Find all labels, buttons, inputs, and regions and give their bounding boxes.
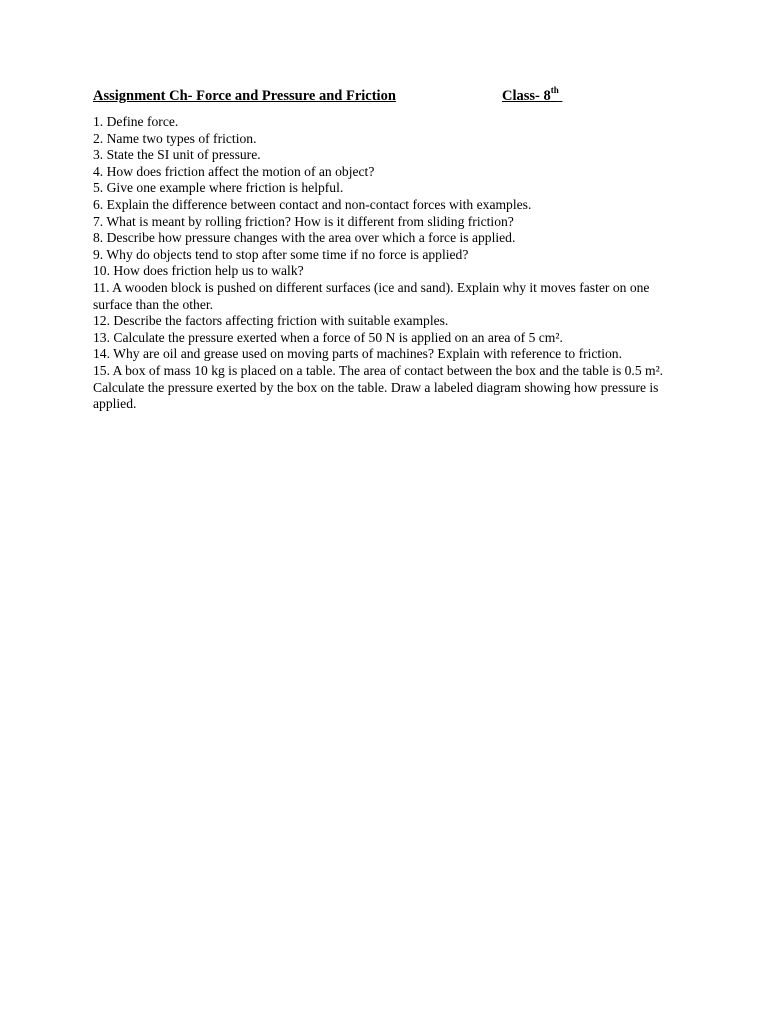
question-item: 13. Calculate the pressure exerted when a force of 50 N is applied on an area of 5 cm². — [93, 329, 563, 345]
question-item: 8. Describe how pressure changes with the area over which a force is applied. — [93, 230, 516, 246]
question-item: 1. Define force. — [93, 114, 179, 129]
question-item: 9. Why do objects tend to stop after some time if no force is applied? — [93, 246, 469, 262]
question-item: 2. Name two types of friction. — [93, 130, 257, 146]
class-label — [502, 86, 562, 106]
assignment-title: Assignment Ch- Force and Pressure and Friction — [93, 88, 396, 104]
question-item: 12. Describe the factors affecting friction with suitable examples. — [93, 313, 449, 329]
question-item: 10. How does friction help us to walk? — [93, 263, 304, 279]
assignment-header — [93, 86, 683, 108]
class-label-suffix: th — [550, 85, 559, 96]
question-item: 14. Why are oil and grease used on moving parts of machines? Explain with reference to friction. — [93, 346, 622, 362]
question-item: 4. How does friction affect the motion of an object? — [93, 163, 375, 179]
question-item: 3. State the SI unit of pressure. — [93, 147, 261, 163]
question-item: 7. What is meant by rolling friction? How is it different from sliding friction? — [93, 213, 514, 229]
document-page — [93, 86, 683, 413]
question-list — [93, 114, 683, 413]
class-label-text: Class- 8 — [502, 88, 551, 104]
question-item: 15. A box of mass 10 kg is placed on a table. The area of contact between the box and the table is 0.5 m². Calculate the pressure exerted by the box on the table. Draw a labeled diagram showing how pressure is applied. — [93, 362, 664, 412]
question-item: 11. A wooden block is pushed on different surfaces (ice and sand). Explain why it moves faster on one surface than the other. — [93, 279, 650, 312]
question-item: 6. Explain the difference between contact and non-contact forces with examples. — [93, 196, 532, 212]
question-item: 5. Give one example where friction is helpful. — [93, 180, 344, 196]
